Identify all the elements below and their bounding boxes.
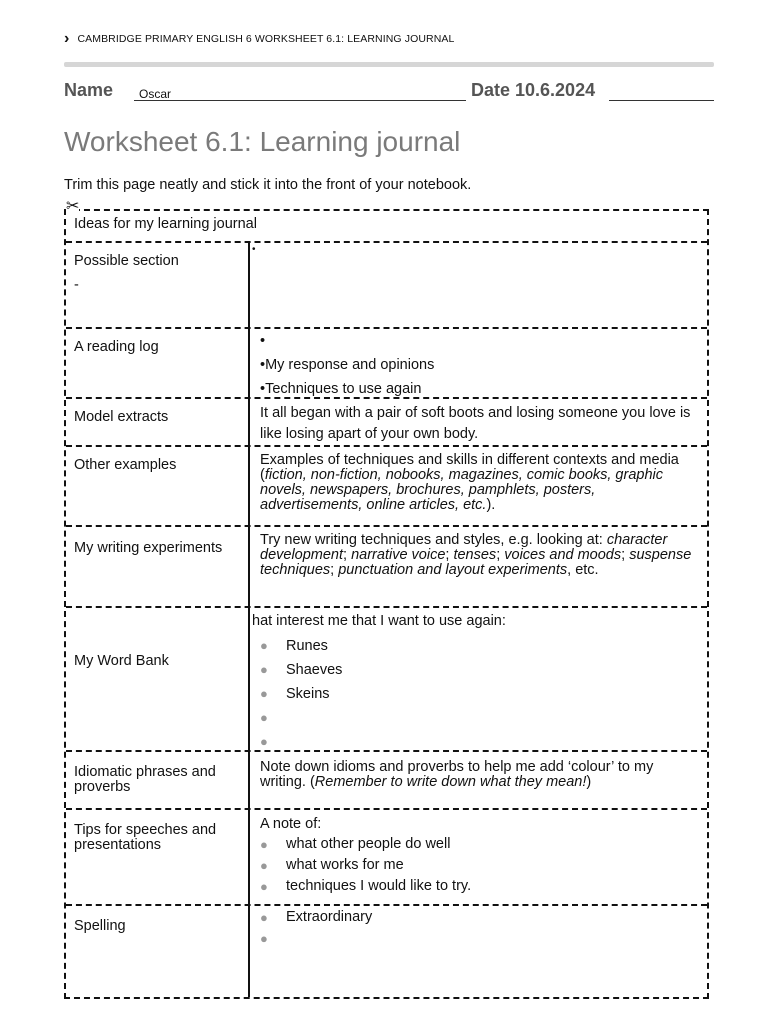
bullet-icon: ●	[260, 686, 268, 701]
separator: ;	[343, 547, 352, 563]
instruction-text: Trim this page neatly and stick it into the front of your notebook.	[64, 177, 472, 193]
table-row	[66, 750, 707, 808]
bullet-icon: ●	[260, 734, 268, 749]
other-examples-end: ).	[486, 497, 496, 513]
list-item: ● Runes	[260, 634, 699, 658]
writing-experiment-item: voices and moods	[504, 547, 622, 563]
writing-experiment-item: suspense techniques	[260, 547, 692, 578]
list-item: ● Skeins	[260, 682, 699, 706]
row-content-model-extracts[interactable]: It all began with a pair of soft boots and losing someone you love is like losing apart of your own body.	[260, 405, 691, 442]
idioms-end: )	[586, 774, 592, 790]
date-label: Date 10.6.2024	[471, 80, 596, 100]
table-row	[66, 525, 707, 606]
bullet-icon: ●	[260, 662, 268, 677]
scissors-icon: ✂	[66, 198, 80, 215]
table-row	[66, 327, 707, 397]
breadcrumb	[64, 30, 455, 47]
writing-experiment-item: tenses	[453, 547, 497, 563]
row-content-reading-log[interactable]	[252, 329, 707, 397]
name-field[interactable]: Oscar	[139, 87, 172, 101]
list-item	[260, 928, 699, 949]
separator: ;	[330, 562, 339, 578]
row-label-model-extracts: Model extracts	[66, 399, 250, 445]
learning-journal-table	[64, 209, 709, 999]
table-header: Ideas for my learning journal	[74, 216, 257, 232]
table-row	[66, 241, 707, 327]
row-content-word-bank[interactable]	[252, 608, 707, 750]
name-label: Name	[64, 80, 114, 100]
header-divider	[64, 62, 714, 67]
list-item: •	[260, 333, 266, 349]
row-label-other-examples: Other examples	[66, 447, 250, 525]
list-item: ● what works for me	[260, 855, 699, 876]
bullet-icon: ●	[260, 858, 268, 873]
writing-experiment-item: narrative voice	[351, 547, 446, 563]
idioms-text: Note down idioms and proverbs to help me add ‘colour’ to my writing. (	[260, 759, 654, 790]
word-bank-intro: hat interest me that I want to use again:	[252, 613, 506, 629]
bullet-icon: ●	[260, 931, 268, 946]
bullet-icon: ●	[260, 638, 268, 653]
list-item: ● what other people do well	[260, 834, 699, 855]
table-row	[66, 904, 707, 997]
possible-section-dash: -	[74, 277, 79, 293]
bullet-icon: ●	[260, 837, 268, 852]
writing-experiment-item: character development	[260, 532, 668, 563]
list-item: ● techniques I would like to try.	[260, 876, 699, 897]
row-content-spelling[interactable]	[252, 906, 707, 997]
idioms-italic: Remember to write down what they mean!	[314, 774, 587, 790]
table-row	[66, 808, 707, 904]
row-label-idioms: Idiomatic phrases and proverbs	[66, 752, 250, 808]
other-examples-text: Examples of techniques and skills in different contexts and media (	[260, 452, 679, 483]
table-row	[66, 397, 707, 445]
row-label-tips: Tips for speeches and presentations	[66, 810, 250, 904]
tips-intro: A note of:	[260, 816, 322, 832]
page-title: Worksheet 6.1: Learning journal	[64, 126, 461, 157]
table-row	[66, 445, 707, 525]
possible-section-mark: •	[252, 244, 256, 255]
list-item: ● Shaeves	[260, 658, 699, 682]
row-content-tips[interactable]	[252, 810, 707, 904]
writing-experiments-text: Try new writing techniques and styles, e.g. looking at:	[260, 532, 603, 548]
row-content-writing-experiments[interactable]	[252, 527, 707, 606]
row-label-writing-experiments: My writing experiments	[66, 527, 250, 606]
list-item	[260, 706, 699, 730]
list-item: •My response and opinions	[260, 357, 435, 373]
row-label-reading-log: A reading log	[66, 329, 250, 397]
name-underline	[134, 100, 466, 101]
bullet-icon: ●	[260, 710, 268, 725]
date-underline	[609, 100, 714, 101]
writing-experiments-end: , etc.	[567, 562, 599, 578]
other-examples-italic: fiction, non-fiction, nobooks, magazines, comic books, graphic novels, newspapers, brochures, pamphlets, posters, advertisements, online articles, etc.	[260, 467, 663, 513]
list-item: ● Extraordinary	[260, 907, 699, 928]
separator: ;	[496, 547, 505, 563]
separator: ;	[621, 547, 630, 563]
separator: ;	[445, 547, 454, 563]
name-date-row	[64, 80, 714, 104]
row-content-other-examples[interactable]	[252, 447, 707, 525]
row-content-idioms[interactable]	[252, 752, 707, 808]
bullet-icon: ●	[260, 879, 268, 894]
bullet-icon: ●	[260, 910, 268, 925]
row-content-possible-section[interactable]	[252, 243, 707, 327]
possible-section-label: Possible section	[74, 253, 179, 269]
writing-experiment-item: punctuation and layout experiments	[338, 562, 568, 578]
table-row	[66, 606, 707, 750]
chevron-right-icon: ›	[64, 30, 70, 47]
row-label-word-bank: My Word Bank	[66, 608, 250, 750]
table-header-row	[66, 211, 707, 241]
breadcrumb-text: CAMBRIDGE PRIMARY ENGLISH 6 WORKSHEET 6.1: LEARNING JOURNAL	[77, 33, 455, 45]
row-label-spelling: Spelling	[66, 906, 250, 997]
row-label-possible-section	[66, 243, 250, 327]
list-item: •Techniques to use again	[260, 381, 422, 397]
